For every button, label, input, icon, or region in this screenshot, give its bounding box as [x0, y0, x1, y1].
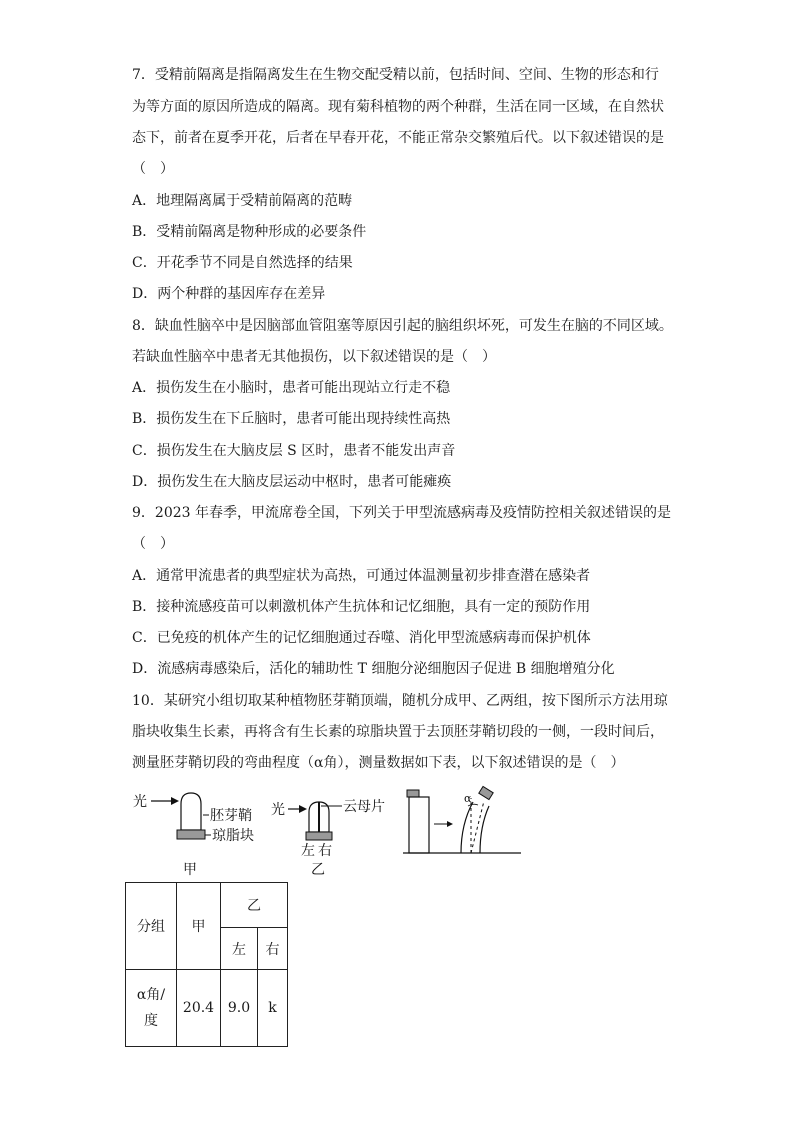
- left-label: 左: [301, 843, 315, 859]
- agar-on-coleoptile: [407, 790, 419, 797]
- q7-answer-blank: （ ）: [132, 161, 174, 177]
- agar-label: 琼脂块: [212, 828, 254, 844]
- header-left: 左: [221, 928, 258, 970]
- header-yi: 乙: [221, 883, 288, 928]
- q8-option-a: A．损伤发生在小脑时，患者可能出现站立行走不稳: [132, 380, 451, 396]
- alpha-label: α: [464, 792, 472, 805]
- value-yi-left: 9.0: [221, 970, 258, 1047]
- q9-answer-blank: （ ）: [132, 536, 174, 552]
- q7-stem-line-1: 7．受精前隔离是指隔离发生在生物交配受精以前，包括时间、空间、生物的形态和行: [132, 67, 659, 83]
- q9-option-b: B．接种流感疫苗可以刺激机体产生抗体和记忆细胞，具有一定的预防作用: [132, 599, 591, 615]
- row-label-line-2: 度: [144, 1013, 158, 1029]
- q10-stem-line-3: 测量胚芽鞘切段的弯曲程度（α角），测量数据如下表，以下叙述错误的是（ ）: [132, 755, 625, 771]
- light-arrowhead-jia: [171, 797, 179, 805]
- q7-option-a: A．地理隔离属于受精前隔离的范畴: [132, 193, 353, 209]
- bending-diagram: [403, 786, 521, 853]
- light-arrowhead-yi: [299, 805, 307, 813]
- q8-stem-line-1: 8．缺血性脑卒中是因脑部血管阻塞等原因引起的脑组织坏死，可发生在脑的不同区域。: [132, 318, 673, 334]
- q9-option-c: C．已免疫的机体产生的记忆细胞通过吞噬、消化甲型流感病毒而保护机体: [132, 630, 591, 646]
- q8-option-d: D．损伤发生在大脑皮层运动中枢时，患者可能瘫痪: [132, 474, 452, 490]
- row-label-alpha-angle: [126, 970, 177, 1047]
- figure-group-yi: [271, 798, 385, 878]
- q9-option-d: D．流感病毒感染后，活化的辅助性 T 细胞分泌细胞因子促进 B 细胞增殖分化: [132, 661, 615, 677]
- q8-option-c: C．损伤发生在大脑皮层 S 区时，患者不能发出声音: [132, 443, 456, 459]
- q10-stem-line-1: 10．某研究小组切取某种植物胚芽鞘顶端，随机分成甲、乙两组，按下图所示方法用琼: [132, 693, 668, 709]
- q9-option-a: A．通常甲流患者的典型症状为高热，可通过体温测量初步排查潜在感染者: [132, 568, 591, 584]
- agar-block-yi: [306, 832, 332, 840]
- header-jia: 甲: [177, 883, 221, 970]
- q9-stem-line-1: 9．2023 年春季，甲流席卷全国，下列关于甲型流感病毒及疫情防控相关叙述错误的是: [132, 505, 671, 521]
- row-label-line-1: α角/: [136, 987, 166, 1003]
- alpha-angle-table: [125, 882, 288, 1047]
- light-label-yi: 光: [271, 802, 285, 818]
- q7-option-c: C．开花季节不同是自然选择的结果: [132, 255, 353, 271]
- q7-option-d: D．两个种群的基因库存在差异: [132, 286, 326, 302]
- light-label-jia: 光: [133, 794, 147, 810]
- header-group: 分组: [126, 883, 177, 970]
- agar-block-jia: [177, 830, 205, 839]
- straight-coleoptile: [409, 797, 429, 853]
- q8-option-b: B．损伤发生在下丘脑时，患者可能出现持续性高热: [132, 411, 451, 427]
- coleoptile-tip-jia: [181, 793, 201, 830]
- coleoptile-label: 胚芽鞘: [210, 808, 252, 824]
- header-right: 右: [258, 928, 288, 970]
- q7-option-b: B．受精前隔离是物种形成的必要条件: [132, 224, 367, 240]
- mica-label: 云母片: [343, 799, 385, 815]
- process-arrowhead: [447, 821, 453, 827]
- experiment-figure: [125, 784, 545, 880]
- group-jia-caption: 甲: [183, 862, 197, 878]
- group-yi-caption: 乙: [311, 862, 325, 878]
- q7-stem-line-2: 为等方面的原因所造成的隔离。现有菊科植物的两个种群，生活在同一区域，在自然状: [132, 99, 664, 115]
- q10-stem-line-2: 脂块收集生长素，再将含有生长素的琼脂块置于去顶胚芽鞘切段的一侧，一段时间后，: [132, 724, 664, 740]
- q7-stem-line-3: 态下，前者在夏季开花，后者在早春开花，不能正常杂交繁殖后代。以下叙述错误的是: [132, 130, 664, 146]
- bent-coleoptile-right: [480, 806, 489, 853]
- value-yi-right: k: [258, 970, 288, 1047]
- figure-group-jia: [133, 793, 254, 878]
- agar-on-bent-coleoptile: [479, 786, 493, 799]
- value-jia: 20.4: [177, 970, 221, 1047]
- right-label: 右: [318, 843, 332, 859]
- q8-stem-line-2: 若缺血性脑卒中患者无其他损伤，以下叙述错误的是（ ）: [132, 349, 496, 365]
